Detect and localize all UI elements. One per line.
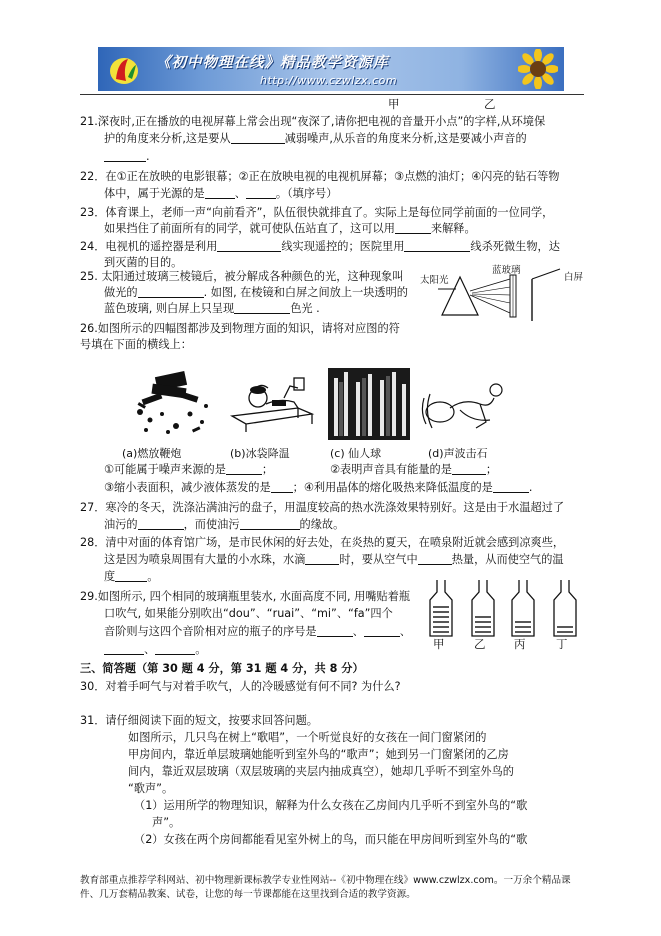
q22-blank-2[interactable] [246,188,276,199]
q26-blank-1[interactable] [226,464,262,475]
q28-line1: 28．清中对面的体育馆广场，是市民休闲的好去处，在炎热的夏天，在喷泉附近就会感到凉爽些， [80,536,565,549]
q29-line1: 29.如图所示, 四个相同的玻璃瓶里装水, 水面高度不同, 用嘴贴着瓶 [80,590,411,603]
bottle-1 [472,580,494,636]
q23-blank[interactable] [395,223,431,234]
q21-line2: 护的角度来分析,这是要从 减弱噪声,从乐音的角度来分析,这是要减小声音的 [104,132,527,145]
q30-line1: 30．对着手呵气与对着手吹气，人的冷暖感觉有何不同? 为什么? [80,680,401,693]
bottle-label-bing: 丙 [514,637,526,651]
site-title: 《初中物理在线》精品教学资源库 [156,55,389,71]
q29-blank-3[interactable] [104,644,144,655]
q28-blank-1[interactable] [305,554,339,565]
header-banner [98,47,564,91]
q21-line1: 21.深夜时,正在播放的电视屏幕上常会出现“夜深了,请你把电视的音量开小点”的字样,从环境保 [80,115,546,128]
q21-line3: . [104,150,150,163]
q31-line4: 间内，靠近双层玻璃（双层玻璃的夹层内抽成真空），她却几乎听不到室外鸟的 [128,765,514,778]
caption-c: (c) 仙人球 [330,447,382,460]
prev-figure-label-jia: 甲 [388,97,400,111]
bottle-label-ding: 丁 [556,637,568,651]
bottle-label-yi: 乙 [474,637,486,651]
q22-line1: 22．在①正在放映的电影银幕；②正在放映电视的电视机屏幕；③点燃的油灯；④闪亮的钻石等物 [80,170,560,183]
q22-blank-1[interactable] [205,188,235,199]
prev-figure-label-yi: 乙 [484,97,496,111]
caption-b: (b)冰袋降温 [230,447,290,460]
q31-line2: 如图所示，几只鸟在树上“歌唱”，一个听觉良好的女孩在一间门窗紧闭的 [128,731,487,744]
q26-blank-2[interactable] [452,464,486,475]
q27-line2: 油污的 ，而使油污 的缘故。 [104,518,345,531]
sunflower-icon [518,49,558,89]
q26-blank-4[interactable] [493,482,529,493]
q28-line3: 度 。 [104,570,159,583]
header-rule [80,94,584,95]
q31-line1: 31．请仔细阅读下面的短文，按要求回答问题。 [80,714,318,727]
bottle-2 [512,580,534,636]
q25-blank-2[interactable] [234,303,290,314]
q31-line6: （1）运用所学的物理知识，解释为什么女孩在乙房间内几乎听不到室外鸟的“歌 [134,799,528,812]
q24-blank-1[interactable] [217,241,281,252]
fig-label-sunlight: 太阳光 [420,275,449,286]
firecracker-picture [132,368,214,440]
q26-blank-3[interactable] [271,482,293,493]
q31-line8: （2）女孩在两个房间都能看见室外树上的鸟，而只能在甲房间听到室外鸟的“歌 [134,833,528,846]
q31-line3: 甲房间内，靠近单层玻璃她能听到室外鸟的“歌声”；她到另一门窗紧闭的乙房 [128,748,509,761]
site-logo-icon [106,51,142,87]
bottles-figure [420,578,596,648]
caption-d: (d)声波击石 [428,447,488,460]
q26-line1: 26.如图所示的四幅图都涉及到物理方面的知识，请将对应图的符 [80,322,400,335]
q25-blank-1[interactable] [138,287,204,298]
q21-blank-1[interactable] [231,133,285,144]
q24-line1: 24．电视机的遥控器是利用 线实现遥控的；医院里用 线杀死微生物，达 [80,240,560,253]
q23-line1: 23．体育课上，老师一声“向前看齐”，队伍很快就排直了。实际上是每位同学前面的一位同学， [80,206,554,219]
q29-line4: 、 。 [104,643,206,656]
q31-line5: “歌声”。 [128,782,174,795]
q28-line2: 这是因为喷泉周围有大量的小水珠，水滴 时，要从空气中 热量，从而使空气的温 [104,553,564,566]
bottle-label-jia: 甲 [433,637,445,651]
q31-line7: 声”。 [152,816,181,829]
prism-diagram [420,265,590,327]
q27-blank-1[interactable] [138,519,184,530]
q23-line2: 如果挡住了前面所有的同学，就可使队伍站直了，这可以用 来解释。 [104,222,476,235]
fig-label-white-screen: 白屏 [564,272,584,283]
q27-line1: 27．寒冷的冬天，洗涤沾满油污的盘子，用温度较高的热水洗涤效果特别好。这是由于水温超过了 [80,501,565,514]
q21-blank-2[interactable] [104,151,146,162]
q28-blank-2[interactable] [418,554,452,565]
fig-label-blue-glass: 蓝玻璃 [492,265,521,276]
q25-line1: 25. 太阳通过玻璃三棱镜后，被分解成各种颜色的光，这种现象叫 [80,270,404,283]
bottle-0 [430,580,452,636]
q27-blank-2[interactable] [240,519,300,530]
q24-line2: 到灭菌的目的。 [104,256,183,269]
sound-wave-stone-picture [420,368,516,440]
page-footer: 教育部重点推荐学科网站、初中物理新课标教学专业性网站--《初中物理在线》www.czwlzx.com。一万余个精品课件、几万套精品教案、试卷，让您的每一节课都能在这里找到合适的教学资源。 [80,875,571,900]
cactus-picture [328,368,410,440]
q29-blank-4[interactable] [155,644,195,655]
bottle-3 [554,580,576,636]
section3-title: 三、简答题（第 30 题 4 分，第 31 题 4 分，共 8 分） [80,662,364,675]
q22-line2: 体中，属于光源的是 、 。（填序号） [104,187,338,200]
q26-option-3: ③缩小表面积，减少液体蒸发的是 ；④利用晶体的熔化吸热来降低温度的是 . [104,481,533,494]
q29-line3: 音阶则与这四个音阶相对应的瓶子的序号是 、 、 [104,625,411,638]
q29-line2: 口吹气, 如果能分别吹出“dou”、“ruai”、“mi”、“fa”四个 [104,607,393,620]
q28-blank-3[interactable] [115,571,147,582]
q29-blank-2[interactable] [364,626,400,637]
q25-line3: 蓝色玻璃, 则白屏上只呈现 色光 . [104,302,320,315]
ice-bag-picture [228,368,316,440]
q29-blank-1[interactable] [317,626,353,637]
q26-option-1: ①可能属于噪声来源的是 ； [104,463,274,476]
q26-option-2: ②表明声音具有能量的是 ； [330,463,498,476]
q26-line2: 号填在下面的横线上： [80,338,192,351]
q25-line2: 做光的 . 如图, 在棱镜和白屏之间放上一块透明的 [104,286,408,299]
q24-blank-2[interactable] [404,241,470,252]
caption-a: (a)燃放鞭炮 [122,447,182,460]
site-url[interactable]: http://www.czwlzx.com [260,74,398,87]
